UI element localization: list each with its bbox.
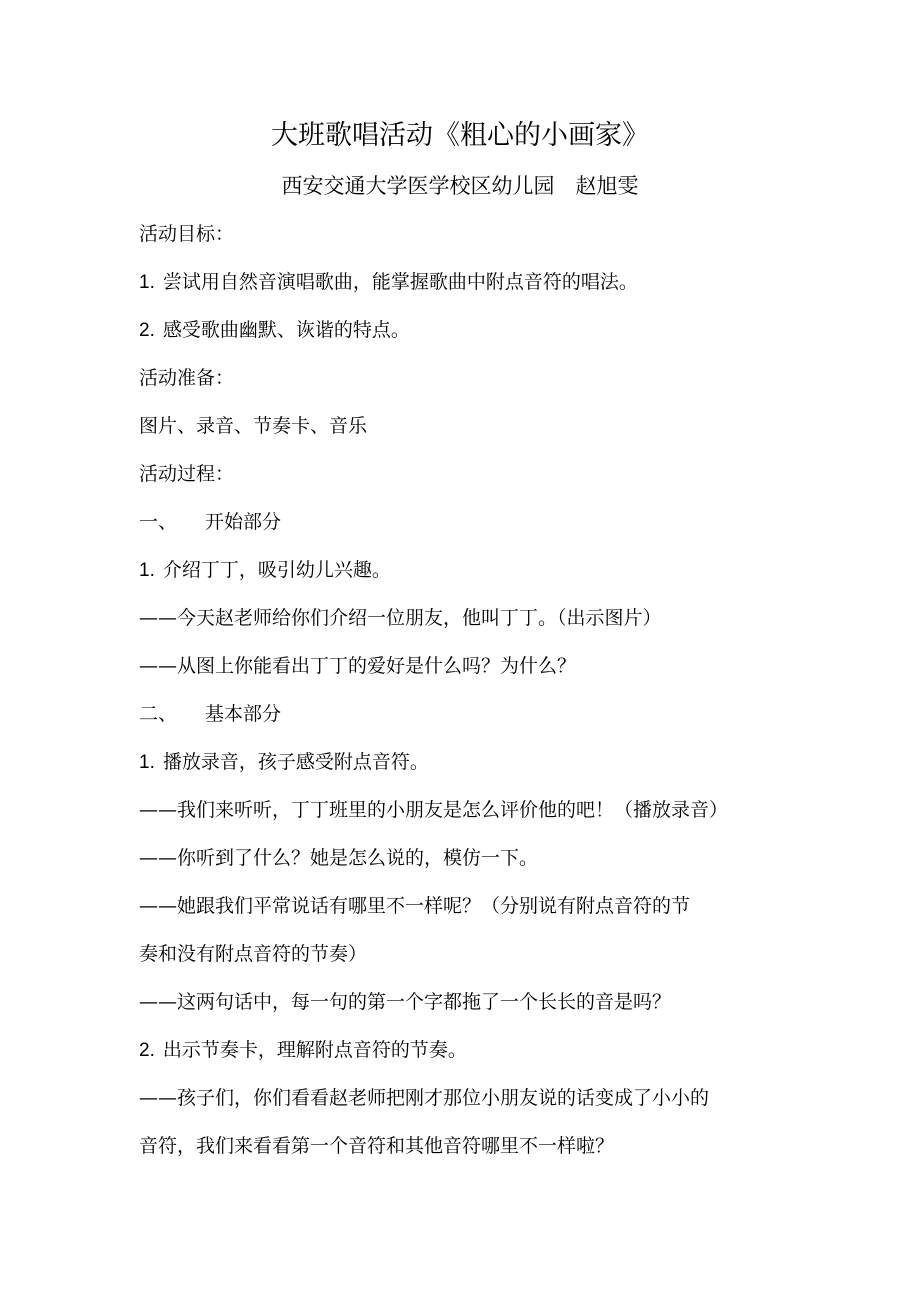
- document-subtitle: 西安交通大学医学校区幼儿园 赵旭雯: [281, 174, 639, 198]
- dialogue-line: ——孩子们，你们看看赵老师把刚才那位小朋友说的话变成了小小的: [139, 1087, 710, 1109]
- step-text: 出示节奏卡，理解附点音符的节奏。: [162, 1039, 467, 1061]
- step-number: 1.: [139, 560, 155, 581]
- dialogue-line: ——她跟我们平常说话有哪里不一样呢？（分别说有附点音符的节: [139, 895, 691, 917]
- dialogue-line: ——从图上你能看出丁丁的爱好是什么吗？为什么？: [139, 655, 577, 677]
- section-number: 二、: [139, 703, 178, 725]
- section-heading: [139, 508, 281, 536]
- prep-heading: 活动准备：: [139, 367, 235, 389]
- process-heading: 活动过程：: [139, 463, 235, 485]
- step-item: [139, 556, 391, 585]
- dialogue-line-continued: 音符，我们来看看第一个音符和其他音符哪里不一样啦？: [139, 1135, 615, 1157]
- dialogue-line: ——你听到了什么？她是怎么说的，模仿一下。: [139, 847, 539, 869]
- section-number: 一、: [139, 511, 178, 533]
- step-item: [139, 1036, 467, 1065]
- dialogue-line: ——今天赵老师给你们介绍一位朋友，他叫丁丁。（出示图片）: [139, 607, 662, 629]
- dialogue-line: ——我们来听听，丁丁班里的小朋友是怎么评价他的吧！（播放录音）: [139, 799, 729, 821]
- prep-items: 图片、录音、节奏卡、音乐: [139, 415, 368, 437]
- goal-item: [139, 316, 410, 345]
- dialogue-line-continued: 奏和没有附点音符的节奏）: [139, 943, 368, 965]
- dialogue-line: ——这两句话中，每一句的第一个字都拖了一个长长的音是吗？: [139, 991, 672, 1013]
- step-item: [139, 748, 429, 777]
- section-title: 开始部分: [205, 511, 282, 533]
- section-title: 基本部分: [205, 703, 282, 725]
- goal-text: 感受歌曲幽默、诙谐的特点。: [162, 319, 410, 341]
- section-heading: [139, 700, 281, 728]
- step-number: 2.: [139, 1040, 155, 1061]
- document-title: 大班歌唱活动《粗心的小画家》: [271, 120, 649, 151]
- goal-text: 尝试用自然音演唱歌曲，能掌握歌曲中附点音符的唱法。: [162, 271, 638, 293]
- goal-number: 2.: [139, 320, 155, 341]
- step-text: 介绍丁丁，吸引幼儿兴趣。: [162, 559, 391, 581]
- step-number: 1.: [139, 752, 155, 773]
- step-text: 播放录音，孩子感受附点音符。: [162, 751, 429, 773]
- goal-number: 1.: [139, 272, 155, 293]
- goal-item: [139, 268, 638, 297]
- goals-heading: 活动目标：: [139, 223, 235, 245]
